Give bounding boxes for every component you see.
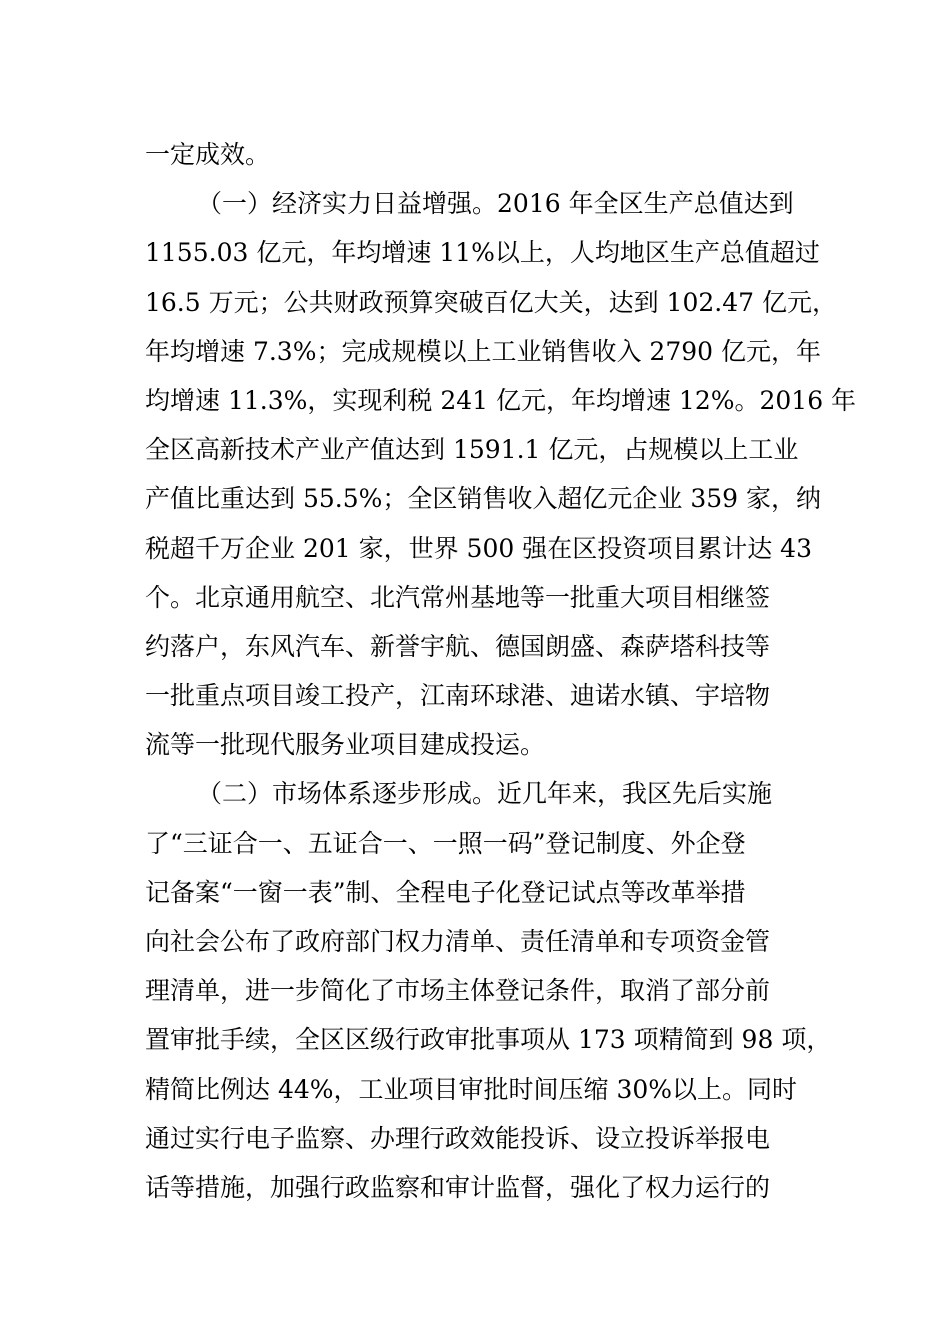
text-line: 话等措施，加强行政监察和审计监督，强化了权力运行的 bbox=[145, 1172, 771, 1202]
text-line: 个。北京通用航空、北汽常州基地等一批重大项目相继签 bbox=[145, 582, 771, 612]
text-line: 税超千万企业 201 家，世界 500 强在区投资项目累计达 43 bbox=[145, 533, 812, 563]
text-line: 年均增速 7.3%；完成规模以上工业销售收入 2790 亿元，年 bbox=[145, 336, 821, 366]
text-line: 约落户，东风汽车、新誉宇航、德国朗盛、森萨塔科技等 bbox=[145, 631, 771, 661]
section-heading-line: （一）经济实力日益增强。2016 年全区生产总值达到 bbox=[197, 189, 794, 219]
text-line: 全区高新技术产业产值达到 1591.1 亿元，占规模以上工业 bbox=[145, 435, 799, 465]
text-line: 1155.03 亿元，年均增速 11%以上，人均地区生产总值超过 bbox=[145, 238, 820, 268]
text-line: 一定成效。 bbox=[145, 140, 271, 169]
text-line: 向社会公布了政府部门权力清单、责任清单和专项资金管 bbox=[145, 927, 771, 956]
text-line: 理清单，进一步简化了市场主体登记条件，取消了部分前 bbox=[145, 976, 771, 1006]
text-line: 产值比重达到 55.5%；全区销售收入超亿元企业 359 家，纳 bbox=[145, 484, 821, 514]
section-heading-line: （二）市场体系逐步形成。近几年来，我区先后实施 bbox=[197, 779, 773, 809]
text-line: 置审批手续，全区区级行政审批事项从 173 项精简到 98 项， bbox=[145, 1025, 832, 1055]
text-line: 记备案“一窗一表”制、全程电子化登记试点等改革举措 bbox=[145, 877, 746, 907]
text-line: 通过实行电子监察、办理行政效能投诉、设立投诉举报电 bbox=[145, 1123, 771, 1153]
text-line: 均增速 11.3%，实现利税 241 亿元，年均增速 12%。2016 年 bbox=[145, 385, 857, 415]
text-line: 16.5 万元；公共财政预算突破百亿大关，达到 102.47 亿元， bbox=[145, 287, 837, 317]
text-line: 一批重点项目竣工投产，江南环球港、迪诺水镇、宇培物 bbox=[145, 681, 771, 711]
text-line: 精简比例达 44%，工业项目审批时间压缩 30%以上。同时 bbox=[145, 1074, 798, 1104]
text-line: 了“三证合一、五证合一、一照一码”登记制度、外企登 bbox=[145, 828, 746, 858]
text-line: 流等一批现代服务业项目建成投运。 bbox=[145, 730, 546, 760]
document-body bbox=[145, 130, 857, 1212]
